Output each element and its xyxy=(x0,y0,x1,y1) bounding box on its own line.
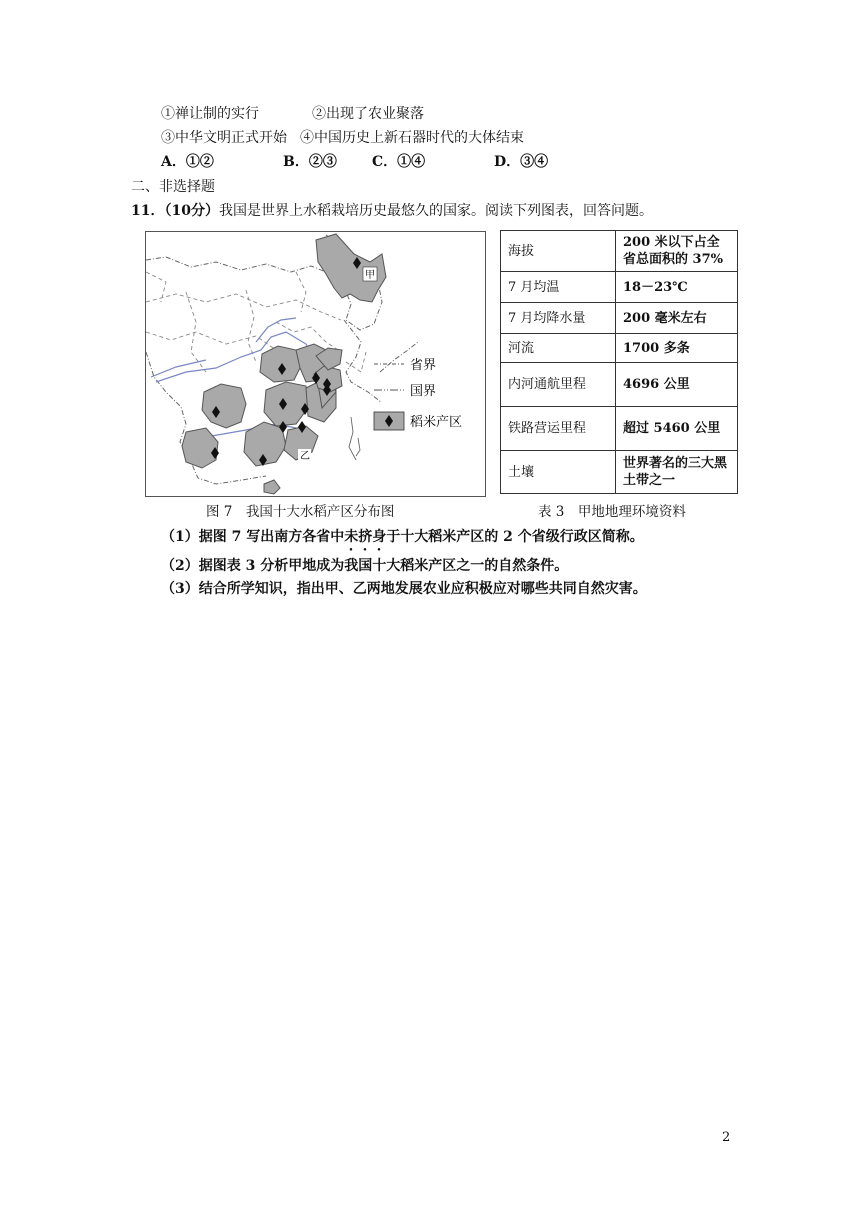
q11-stem xyxy=(131,201,653,221)
table-row xyxy=(501,334,738,363)
table-caption: 表 3 甲地地理环境资料 xyxy=(538,504,686,520)
q11-sub3: （3）结合所学知识，指出甲、乙两地发展农业应积极应对哪些共同自然灾害。 xyxy=(161,581,647,597)
table-row xyxy=(501,451,738,494)
table-value: 世界著名的三大黑土带之一 xyxy=(616,451,738,494)
environment-table xyxy=(500,230,738,494)
q10-item-1: ①禅让制的实行 xyxy=(161,106,259,122)
q11-sub1 xyxy=(161,527,644,554)
table-value: 200 米以下占全省总面积的 37% xyxy=(616,231,738,272)
yunnan-region xyxy=(182,428,218,468)
q11-sub1-suffix: 于十大稻米产区的 2 个省级行政区简称。 xyxy=(386,529,644,545)
table-value: 4696 公里 xyxy=(616,363,738,407)
taiwan-outline xyxy=(356,438,360,456)
china-map-svg xyxy=(146,232,485,496)
q11-sub1-emphasis: 未挤身 xyxy=(344,529,387,545)
table-key: 内河通航里程 xyxy=(501,363,616,407)
section-title: 二、非选择题 xyxy=(131,179,215,195)
q11-sub2: （2）据图表 3 分析甲地成为我国十大稻米产区之一的自然条件。 xyxy=(161,558,569,574)
table-value: 1700 多条 xyxy=(616,334,738,363)
coast-line xyxy=(349,417,356,460)
table-key: 铁路营运里程 xyxy=(501,407,616,451)
label-jia: 甲 xyxy=(365,270,375,281)
legend-country-label: 国界 xyxy=(410,384,437,399)
table-key: 7 月均降水量 xyxy=(501,303,616,334)
q10-item-4: ④中国历史上新石器时代的大体结束 xyxy=(300,130,524,146)
page-number: 2 xyxy=(722,1130,731,1145)
table-key: 土壤 xyxy=(501,451,616,494)
q10-item-2: ②出现了农业聚落 xyxy=(312,106,424,122)
table-row xyxy=(501,272,738,303)
q10-option-c[interactable]: C．①④ xyxy=(372,154,426,170)
table-key: 7 月均温 xyxy=(501,272,616,303)
q10-option-d[interactable]: D．③④ xyxy=(494,154,549,170)
table-value: 18－23℃ xyxy=(616,272,738,303)
table-row xyxy=(501,303,738,334)
sichuan-region xyxy=(202,384,246,428)
map-caption: 图 7 我国十大水稻产区分布图 xyxy=(206,504,395,520)
hubei-region xyxy=(260,346,302,382)
table-value: 200 毫米左右 xyxy=(616,303,738,334)
table-row xyxy=(501,407,738,451)
table-value: 超过 5460 公里 xyxy=(616,407,738,451)
label-yi: 乙 xyxy=(300,451,310,462)
legend-province-label: 省界 xyxy=(410,358,437,373)
hainan-region xyxy=(264,480,280,494)
q11-score: （10分） xyxy=(164,203,219,219)
q10-item-3: ③中华文明正式开始 xyxy=(161,130,287,146)
q11-stem-text: 我国是世界上水稻栽培历史最悠久的国家。阅读下列图表，回答问题。 xyxy=(218,203,653,219)
table-key: 海拔 xyxy=(501,231,616,272)
q10-option-a[interactable]: A．①② xyxy=(161,154,214,170)
table-key: 河流 xyxy=(501,334,616,363)
table-row xyxy=(501,363,738,407)
q10-option-b[interactable]: B．②③ xyxy=(283,154,337,170)
table-row xyxy=(501,231,738,272)
rice-region-map xyxy=(145,231,486,497)
legend-rice-label: 稻米产区 xyxy=(410,415,463,430)
q11-sub1-prefix: （1）据图 7 写出南方各省中 xyxy=(161,529,345,545)
q11-number: 11． xyxy=(131,203,165,219)
